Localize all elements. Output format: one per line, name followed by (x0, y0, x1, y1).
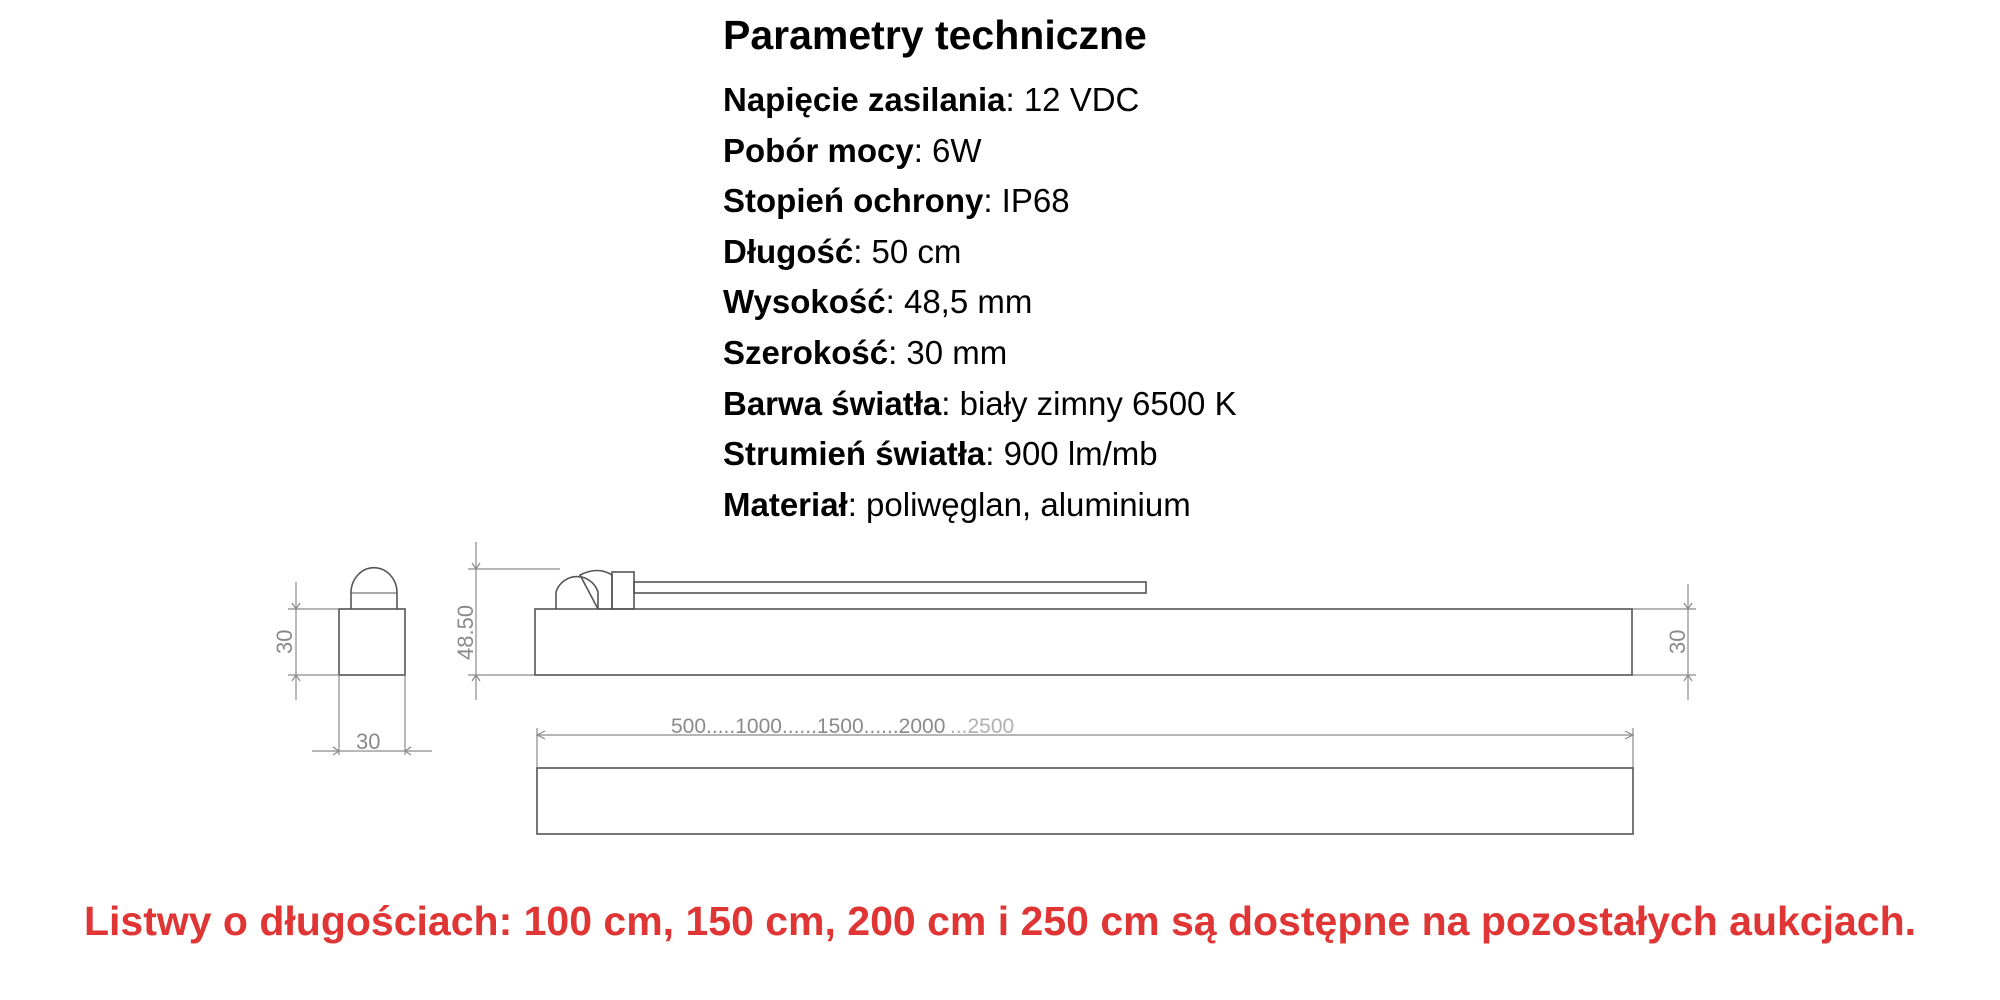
spec-label: Stopień ochrony (723, 182, 984, 220)
end-cap (556, 577, 598, 609)
side-profile-dome (351, 568, 397, 609)
availability-notice: Listwy o długościach: 100 cm, 150 cm, 200 cm i 250 cm są dostępne na pozostałych aukcjach. (83, 898, 1917, 944)
spec-label: Długość (723, 232, 854, 270)
dim-side-width-label: 30 (356, 729, 381, 754)
spec-label: Szerokość (723, 333, 889, 371)
spec-value: : poliwęglan, aluminium (847, 485, 1191, 523)
dim-total-height-label: 48.50 (453, 604, 478, 660)
spec-label: Strumień światła (723, 435, 986, 473)
specs-title: Parametry techniczne (723, 12, 1147, 58)
spec-value: : 12 VDC (1005, 81, 1140, 118)
spec-value: : biały zimny 6500 K (941, 384, 1237, 422)
main-profile-body (535, 609, 1632, 675)
spec-value: : 900 lm/mb (985, 435, 1158, 473)
length-series-label: 500.....1000......1500......2000 (671, 715, 946, 738)
spec-label: Napięcie zasilania (723, 81, 1006, 118)
length-extra-label: ...2500 (950, 715, 1015, 738)
spec-label: Pobór mocy (723, 131, 914, 169)
spec-value: : 48,5 mm (885, 283, 1033, 321)
dim-side-height-label: 30 (272, 629, 297, 654)
cable-gland-nut (612, 572, 634, 609)
side-profile-body (339, 609, 405, 675)
spec-label: Materiał (723, 485, 848, 523)
spec-value: : 50 cm (853, 232, 962, 270)
spec-label: Wysokość (723, 283, 886, 321)
cable (634, 582, 1146, 593)
spec-value: : 30 mm (888, 333, 1008, 371)
top-view-profile (537, 768, 1633, 834)
dim-right-height-label: 30 (1665, 629, 1690, 654)
gland (580, 571, 612, 610)
spec-label: Barwa światła (723, 384, 942, 422)
spec-value: : 6W (913, 131, 982, 169)
spec-value: : IP68 (983, 182, 1070, 220)
